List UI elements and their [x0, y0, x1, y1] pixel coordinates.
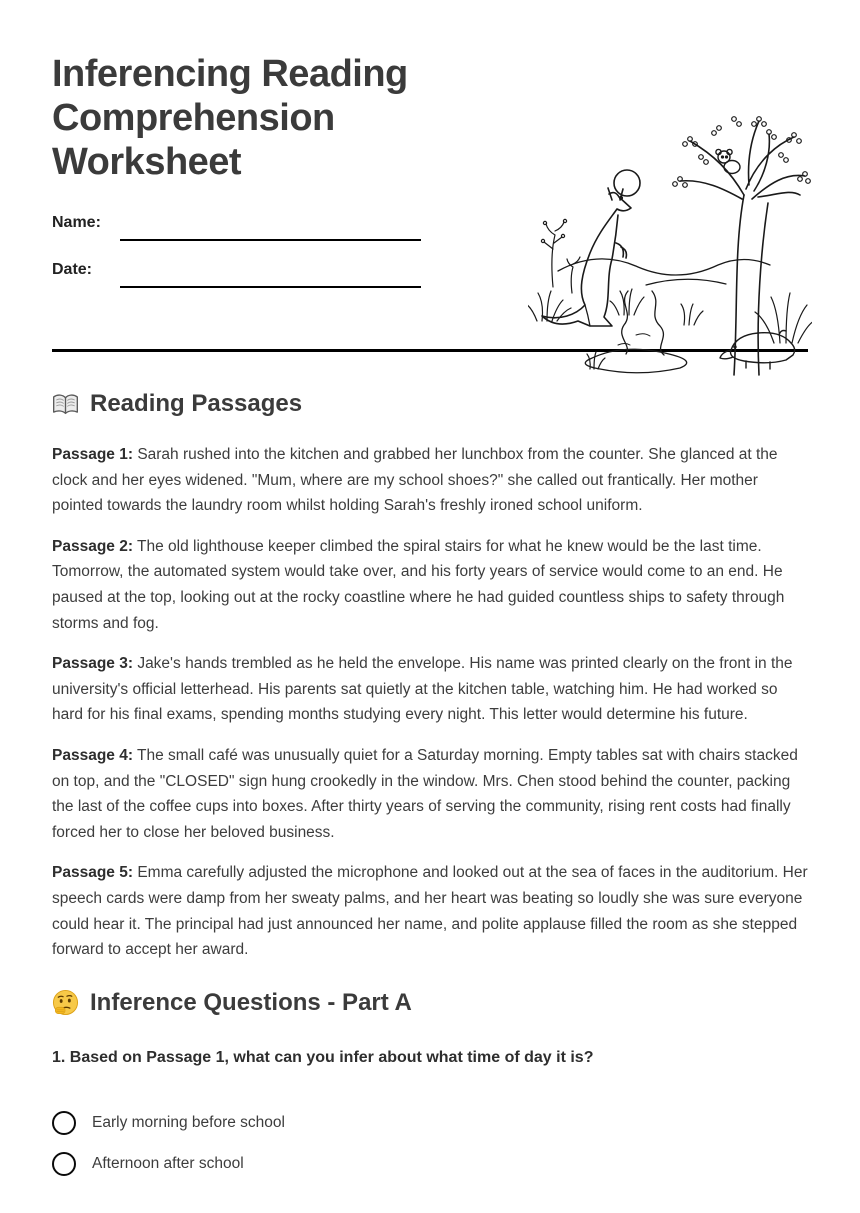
name-input[interactable] — [120, 215, 421, 241]
date-input[interactable] — [120, 262, 421, 288]
passage-4 — [52, 743, 808, 845]
radio-button-option-1[interactable] — [52, 1111, 76, 1135]
passage-2 — [52, 534, 808, 636]
passage-2-label: Passage 2: — [52, 537, 133, 555]
page-title: Inferencing Reading Comprehension Worksheet — [52, 53, 408, 183]
question-1: 1. Based on Passage 1, what can you infer about what time of day it is? — [52, 1048, 594, 1066]
thinking-face-icon — [52, 989, 79, 1016]
radio-button-option-2[interactable] — [52, 1152, 76, 1176]
question-1-options — [52, 1111, 808, 1176]
passage-3-text: Jake's hands trembled as he held the envelope. His name was printed clearly on the front in the university's official letterhead. His parents sat quietly at the kitchen table, watching him. He had worked so hard for his final exams, spending months studying every night. This letter would determine his future. — [52, 655, 793, 724]
flower-stalks — [541, 219, 580, 293]
passage-3-label: Passage 3: — [52, 655, 133, 673]
passage-3 — [52, 651, 808, 728]
inference-questions-heading — [52, 989, 808, 1017]
date-label: Date: — [52, 261, 93, 278]
reading-passages-heading — [52, 390, 808, 418]
passage-5-label: Passage 5: — [52, 864, 133, 882]
name-label: Name: — [52, 214, 101, 231]
koala-icon — [716, 149, 740, 173]
passage-5 — [52, 860, 808, 962]
option-row-2[interactable] — [52, 1152, 808, 1176]
option-row-1[interactable] — [52, 1111, 808, 1135]
inference-questions-heading-label: Inference Questions - Part A — [90, 988, 412, 1016]
passage-1-label: Passage 1: — [52, 446, 133, 463]
open-book-icon — [52, 391, 79, 418]
passage-4-label: Passage 4: — [52, 746, 133, 764]
passage-1-text: Sarah rushed into the kitchen and grabbed her lunchbox from the counter. She glanced at the clock and her eyes widened. "Mum, where are my school shoes?" she called out frantically. Her mother pointed towards the laundry room whilst holding Sarah's freshly ironed school uniform. — [52, 446, 778, 515]
grass-tufts — [528, 289, 812, 369]
passage-5-text: Emma carefully adjusted the microphone and looked out at the sea of faces in the auditorium. Her speech cards were damp from her sweaty palms, and her heart was beating so loudly she was sure everyone could hear it. The principal had just announced her name, and polite applause filled the room as she stepped forward to accept her award. — [52, 864, 808, 959]
passage-4-text: The small café was unusually quiet for a Saturday morning. Empty tables sat with chairs stacked on top, and the "CLOSED" sign hung crookedly in the window. Mrs. Chen stood behind the counter, packing the last of the coffee cups into boxes. After thirty years of serving the community, rising rent costs had finally forced her to close her beloved business. — [52, 746, 798, 841]
kangaroo-icon — [542, 188, 631, 326]
passage-2-text: The old lighthouse keeper climbed the spiral stairs for what he knew would be the last time. Tomorrow, the automated system would take over, and his forty years of service would come to an end. He paused at the top, looking out at the rocky coastline where he had guided countless ships to safety through storms and fog. — [52, 537, 785, 632]
reading-passages-heading-label: Reading Passages — [90, 390, 303, 417]
option-1-label: Early morning before school — [92, 1113, 285, 1131]
option-2-label: Afternoon after school — [92, 1154, 244, 1172]
passage-1 — [52, 442, 808, 519]
sun-icon — [614, 170, 640, 196]
worksheet-page — [0, 52, 860, 1213]
worksheet-illustration — [528, 97, 812, 377]
